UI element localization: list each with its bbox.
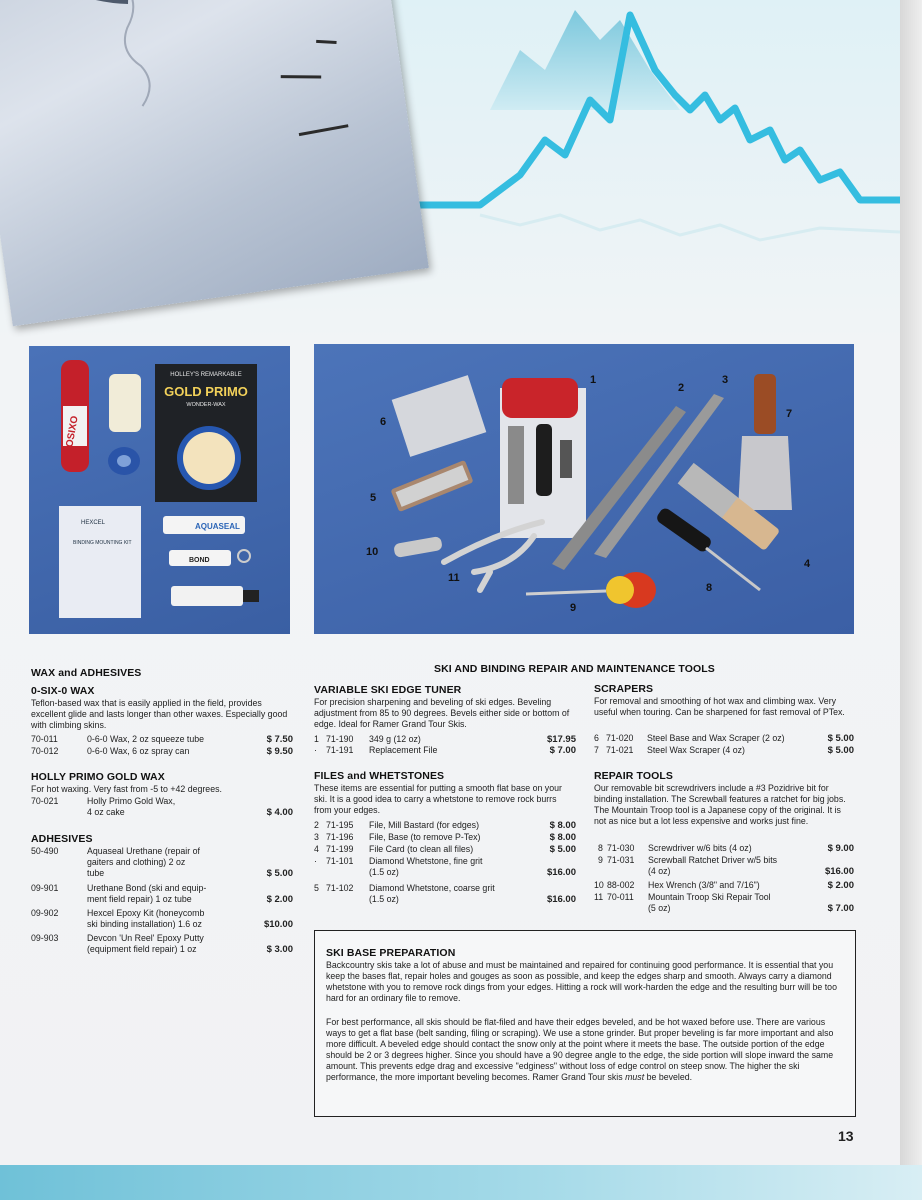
item-desc: Hexcel Epoxy Kit (honeycomb [87,908,205,918]
item-desc: 4 oz cake [87,807,125,817]
ski-base-para2-text: For best performance, all skis should be flat-filed and have their edges beveled, and be hot waxed before use. There are various ways to get a flat base (belt sanding, filing or scraping). We use a stone grinder. But proper beveling is far more important and also more difficult. A beveled edge should contact the snow only at the point where it meets the base. The outside portion of the edge should be 2 or 3 degrees higher. Since you should have a 90 degree angle to the edge, the side portion will slope inward the same amount. This prevents edge drag and excessive "edginess" without loss of edge control on steep snow. The higher the ski performance, the more important beveling becomes. Ramer Grand Tour skis [326,1017,834,1082]
wax-section-title: WAX and ADHESIVES [31,667,142,679]
item-code: 70-021 [31,796,59,806]
ski-base-para2 [326,1017,846,1083]
repair-tools-title: REPAIR TOOLS [594,770,673,782]
item-number: 9 [598,855,603,865]
ski-base-para1: Backcountry skis take a lot of abuse and must be maintained and repaired for continuing good performance. It is essential that you keep the bases flat, repair holes and gouges as soon as possible, and keep the edges sharp and smooth. Always carry a diamond whetstone with you to remove rock dings from your edges. Hitting a rock will work-harden the edge and the resulting burr will be too hard for an ordinary file to remove. [326,960,837,1003]
item-desc: (1.5 oz) [369,894,399,904]
table-row [594,733,854,744]
item-desc: 0-6-0 Wax, 6 oz spray can [87,746,190,756]
table-row [314,734,576,745]
files-text: These items are essential for putting a smooth flat base on your ski. It is a good idea to carry a whetstone to remove rock burrs from your edges. [314,783,562,815]
ski-base-preparation-box [314,930,856,1117]
item-desc: Urethane Bond (ski and equip- [87,883,207,893]
item-price: $ 9.00 [827,843,854,854]
item-number: 5 [314,883,319,893]
item-desc: Steel Wax Scraper (4 oz) [647,745,745,755]
card-title: GOLD PRIMO [164,384,248,399]
table-row [594,745,854,756]
item-desc: (4 oz) [648,866,671,876]
table-row [31,908,293,930]
item-desc: Steel Base and Wax Scraper (2 oz) [647,733,785,743]
item-desc: Holly Primo Gold Wax, [87,796,176,806]
item-price: $ 7.00 [827,903,854,914]
item-desc: File, Mill Bastard (for edges) [369,820,479,830]
item-code: 71-031 [607,855,635,865]
item-number: · [314,856,317,866]
item-code: 88-002 [607,880,635,890]
item-number: 4 [314,844,319,854]
item-price: $ 5.00 [549,844,576,855]
callout-8: 8 [706,582,713,594]
table-row [31,734,293,745]
item-code: 71-196 [326,832,354,842]
item-desc: Screwball Ratchet Driver w/5 bits [648,855,778,865]
osixo-can-label: OSIXO [64,415,81,449]
item-desc: ski binding installation) 1.6 oz [87,919,202,929]
binding-edge [900,0,922,1200]
table-row [31,883,293,905]
item-code: 71-101 [326,856,354,866]
item-number: 1 [314,734,319,744]
item-desc: (1.5 oz) [369,867,399,877]
callout-6: 6 [380,416,387,428]
item-code: 71-190 [326,734,354,744]
item-desc: Aquaseal Urethane (repair of [87,846,200,856]
scrapers-text: For removal and smoothing of hot wax and climbing wax. Very useful when touring. Can be sharpened for fast removal of PTex. [594,696,845,717]
ski-base-title: SKI BASE PREPARATION [326,947,456,959]
table-row [31,746,293,757]
item-code: 70-011 [607,892,634,902]
item-price: $17.95 [546,734,576,745]
callout-1: 1 [590,374,597,386]
page-number: 13 [838,1128,854,1144]
item-desc: ment field repair) 1 oz tube [87,894,192,904]
item-price: $ 8.00 [549,832,576,843]
item-price: $ 7.50 [266,734,293,745]
osixo-title: 0-SIX-0 WAX [31,685,95,697]
item-desc: Diamond Whetstone, coarse grit [369,883,495,893]
item-desc: File Card (to clean all files) [369,844,474,854]
ski-base-para2-emphasis: must [625,1072,645,1082]
table-row [314,844,576,855]
table-row [594,880,854,891]
callout-11: 11 [448,572,460,584]
item-number: 2 [314,820,319,830]
item-code: 71-021 [606,745,634,755]
item-number: · [314,745,317,755]
adhesives-title: ADHESIVES [31,833,93,845]
item-code: 70-011 [31,734,58,744]
item-code: 09-903 [31,933,59,943]
item-desc: Replacement File [369,745,438,755]
table-row [594,855,854,877]
holly-title: HOLLY PRIMO GOLD WAX [31,771,165,783]
item-price: $16.00 [824,866,854,877]
item-desc: (5 oz) [648,903,671,913]
tube2-label: BOND [189,557,210,564]
item-desc: Diamond Whetstone, fine grit [369,856,483,866]
osixo-text: Teflon-based wax that is easily applied in the field, provides excellent glide and lasts longer than other waxes. Especially good with climbing skins. [31,698,288,730]
holly-text: For hot waxing. Very fast from -5 to +42 degrees. [31,784,222,794]
item-code: 71-191 [326,745,354,755]
item-desc: tube [87,868,105,878]
tools-section-title: SKI AND BINDING REPAIR AND MAINTENANCE TOOLS [434,663,715,675]
files-title: FILES and WHETSTONES [314,770,445,782]
item-desc: 349 g (12 oz) [369,734,421,744]
callout-3: 3 [722,374,729,386]
item-number: 6 [594,733,599,743]
item-desc: File, Base (to remove P-Tex) [369,832,481,842]
item-price: $ 4.00 [266,807,293,818]
item-number: 11 [594,892,604,902]
repair-tools-text: Our removable bit screwdrivers include a #3 Pozidrive bit for binding installation. The Screwball features a ratchet for big jobs. The Mountain Troop tool is a Japanese copy of the original. It is not as nice but a lot less expensive and works just fine. [594,783,846,826]
item-desc: Screwdriver w/6 bits (4 oz) [648,843,752,853]
item-desc: gaiters and clothing) 2 oz [87,857,186,867]
item-price: $ 5.00 [827,745,854,756]
table-row [31,796,293,818]
callout-9: 9 [570,602,577,614]
item-number: 8 [598,843,603,853]
table-row [314,745,576,756]
item-code: 70-012 [31,746,59,756]
scrapers-title: SCRAPERS [594,683,654,695]
item-price: $ 5.00 [266,868,293,879]
table-row [31,933,293,955]
item-code: 09-902 [31,908,59,918]
item-price: $16.00 [546,894,576,905]
item-desc: Mountain Troop Ski Repair Tool [648,892,771,902]
item-price: $16.00 [546,867,576,878]
item-price: $ 3.00 [266,944,293,955]
item-desc: Hex Wrench (3/8" and 7/16") [648,880,760,890]
edge-tuner-title: VARIABLE SKI EDGE TUNER [314,684,462,696]
table-row [314,820,576,831]
item-price: $ 8.00 [549,820,576,831]
table-row [314,832,576,843]
table-row [31,846,293,880]
repair-tools-photo [314,344,854,634]
table-row [314,883,576,905]
item-code: 50-490 [31,846,59,856]
callout-4: 4 [804,558,811,570]
item-desc: (equipment field repair) 1 oz [87,944,197,954]
item-price: $10.00 [263,919,293,930]
item-price: $ 5.00 [827,733,854,744]
card-brand: HOLLEY'S REMARKABLE [170,372,242,378]
callout-5: 5 [370,492,377,504]
item-price: $ 2.00 [266,894,293,905]
item-desc: Devcon 'Un Reel' Epoxy Putty [87,933,204,943]
item-price: $ 9.50 [266,746,293,757]
item-code: 71-030 [607,843,635,853]
wax-adhesives-photo [29,346,290,634]
callout-2: 2 [678,382,685,394]
tube1-label: AQUASEAL [195,522,240,531]
item-code: 71-020 [606,733,634,743]
kit-brand: HEXCEL [81,520,106,526]
edge-tuner-text: For precision sharpening and beveling of ski edges. Beveling adjustment from 85 to 90 degrees. Bevels either side or bottom of edge. Ideal for Ramer Grand Tour Skis. [314,697,570,729]
callout-10: 10 [366,546,379,558]
item-price: $ 2.00 [827,880,854,891]
item-number: 3 [314,832,319,842]
item-code: 71-195 [326,820,354,830]
item-number: 7 [594,745,599,755]
item-price: $ 7.00 [549,745,576,756]
card-sub: WONDER-WAX [186,402,226,408]
item-number: 10 [594,880,604,890]
table-row [594,892,854,914]
item-code: 71-102 [326,883,354,893]
table-row [594,843,854,854]
item-desc: 0-6-0 Wax, 2 oz squeeze tube [87,734,205,744]
kit-title: BINDING MOUNTING KIT [73,540,132,546]
table-row [314,856,576,878]
item-code: 09-901 [31,883,59,893]
item-code: 71-199 [326,844,354,854]
callout-7: 7 [786,408,793,420]
ski-base-para2-end: be beveled. [644,1072,693,1082]
bottom-color-band [0,1165,922,1200]
